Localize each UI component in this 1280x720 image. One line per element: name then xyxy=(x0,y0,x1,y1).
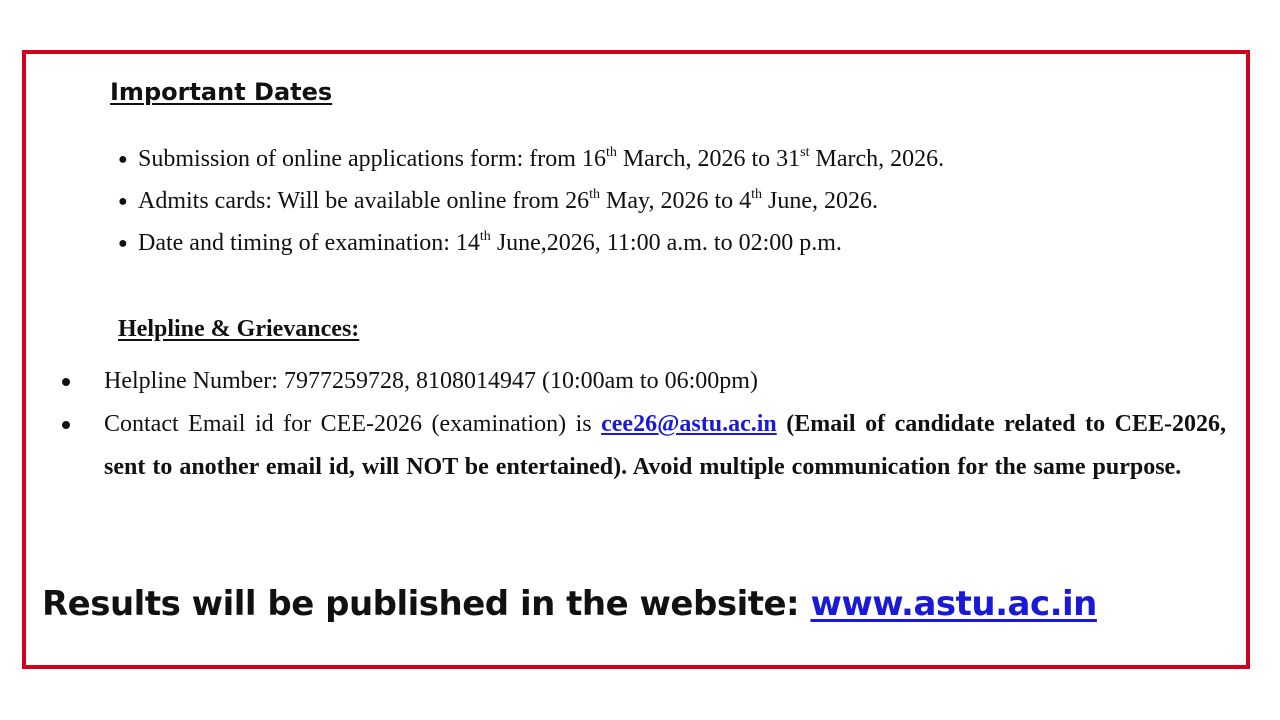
helpline-heading: Helpline & Grievances: xyxy=(118,316,360,342)
email-note: (Email of candidate related to CEE-2026, sent to another email id, will NOT be entertained). Avoid multiple communication for the same purpose. xyxy=(104,411,1226,480)
website-link[interactable]: www.astu.ac.in xyxy=(810,584,1097,624)
list-item: ● Admits cards: Will be available online from 26th May, 2026 to 4th June, 2026. xyxy=(118,180,944,222)
bullet-icon: ● xyxy=(118,151,128,168)
list-item: ● Submission of online applications form: from 16th March, 2026 to 31st March, 2026. xyxy=(118,138,944,180)
contact-email-link[interactable]: cee26@astu.ac.in xyxy=(601,411,777,437)
helpline-list xyxy=(56,360,1226,489)
helpline-number: Helpline Number: 7977259728, 8108014947 (10:00am to 06:00pm) xyxy=(104,368,758,394)
results-notice: Results will be published in the website: www.astu.ac.in xyxy=(42,584,1097,624)
important-dates-heading: Important Dates xyxy=(110,78,333,106)
bullet-icon: ● xyxy=(118,193,128,210)
bullet-icon: ● xyxy=(118,235,128,252)
list-item: ● Date and timing of examination: 14th June,2026, 11:00 a.m. to 02:00 p.m. xyxy=(118,222,944,264)
bullet-icon xyxy=(62,378,70,386)
bullet-icon xyxy=(62,421,70,429)
notice-frame xyxy=(22,50,1250,669)
contact-email-item: Contact Email id for CEE-2026 (examination) is cee26@astu.ac.in (Email of candidate related to CEE-2026, sent to another email id, will NOT be entertained). Avoid multiple communication for the same purpose. xyxy=(56,403,1226,489)
important-dates-list xyxy=(118,138,944,264)
helpline-number-item xyxy=(56,360,1226,403)
